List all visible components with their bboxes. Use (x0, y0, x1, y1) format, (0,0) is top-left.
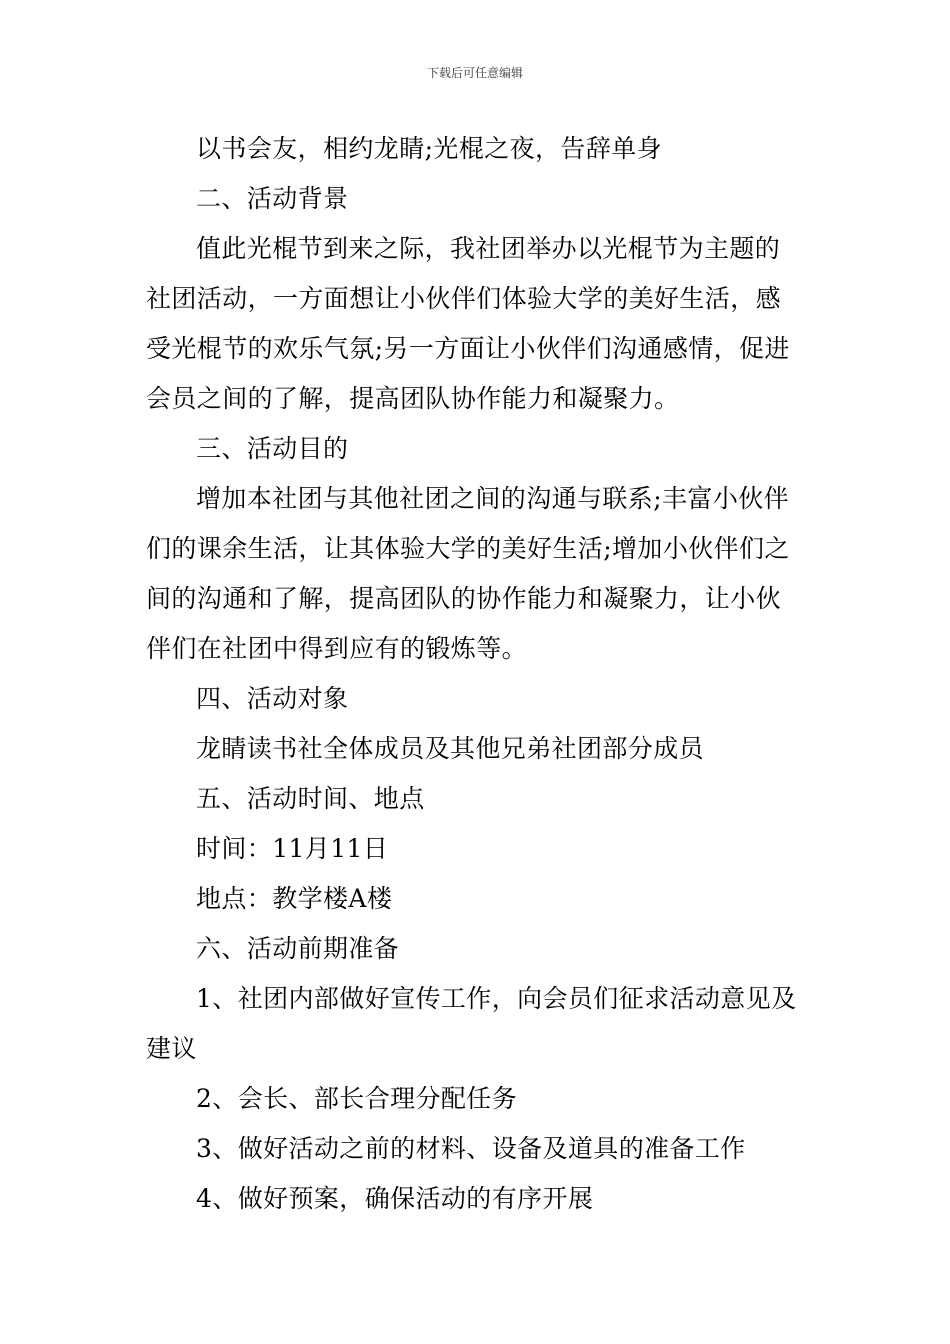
place-line: 地点：教学楼A楼 (196, 884, 393, 913)
list-item: 4、做好预案，确保活动的有序开展 (196, 1184, 594, 1213)
list-item: 3、做好活动之前的材料、设备及道具的准备工作 (196, 1134, 746, 1163)
paragraph-line: 会员之间的了解，提高团队协作能力和凝聚力。 (146, 384, 680, 413)
section-heading-time-place: 五、活动时间、地点 (196, 784, 425, 813)
paragraph-line: 值此光棍节到来之际，我社团举办以光棍节为主题的 (196, 234, 781, 263)
section-heading-audience: 四、活动对象 (196, 684, 349, 713)
slogan-line: 以书会友，相约龙睛;光棍之夜，告辞单身 (196, 134, 663, 163)
list-item: 1、社团内部做好宣传工作，向会员们征求活动意见及 (196, 984, 797, 1013)
section-heading-background: 二、活动背景 (196, 184, 349, 213)
time-line: 时间：11月11日 (196, 834, 389, 863)
paragraph-line: 伴们在社团中得到应有的锻炼等。 (146, 634, 528, 663)
list-item: 2、会长、部长合理分配任务 (196, 1084, 518, 1113)
paragraph-line: 间的沟通和了解，提高团队的协作能力和凝聚力，让小伙 (146, 584, 782, 613)
paragraph-line: 龙睛读书社全体成员及其他兄弟社团部分成员 (196, 734, 705, 763)
page-header: 下载后可任意编辑 (426, 66, 523, 80)
document-body (146, 124, 808, 1224)
list-item-continuation: 建议 (146, 1034, 197, 1063)
paragraph-line: 社团活动，一方面想让小伙伴们体验大学的美好生活，感 (146, 284, 782, 313)
section-heading-purpose: 三、活动目的 (196, 434, 349, 463)
paragraph-line: 增加本社团与其他社团之间的沟通与联系;丰富小伙伴 (196, 484, 790, 513)
paragraph-line: 受光棍节的欢乐气氛;另一方面让小伙伴们沟通感情，促进 (146, 334, 790, 363)
section-heading-preparation: 六、活动前期准备 (196, 934, 400, 963)
paragraph-line: 们的课余生活，让其体验大学的美好生活;增加小伙伴们之 (146, 534, 790, 563)
